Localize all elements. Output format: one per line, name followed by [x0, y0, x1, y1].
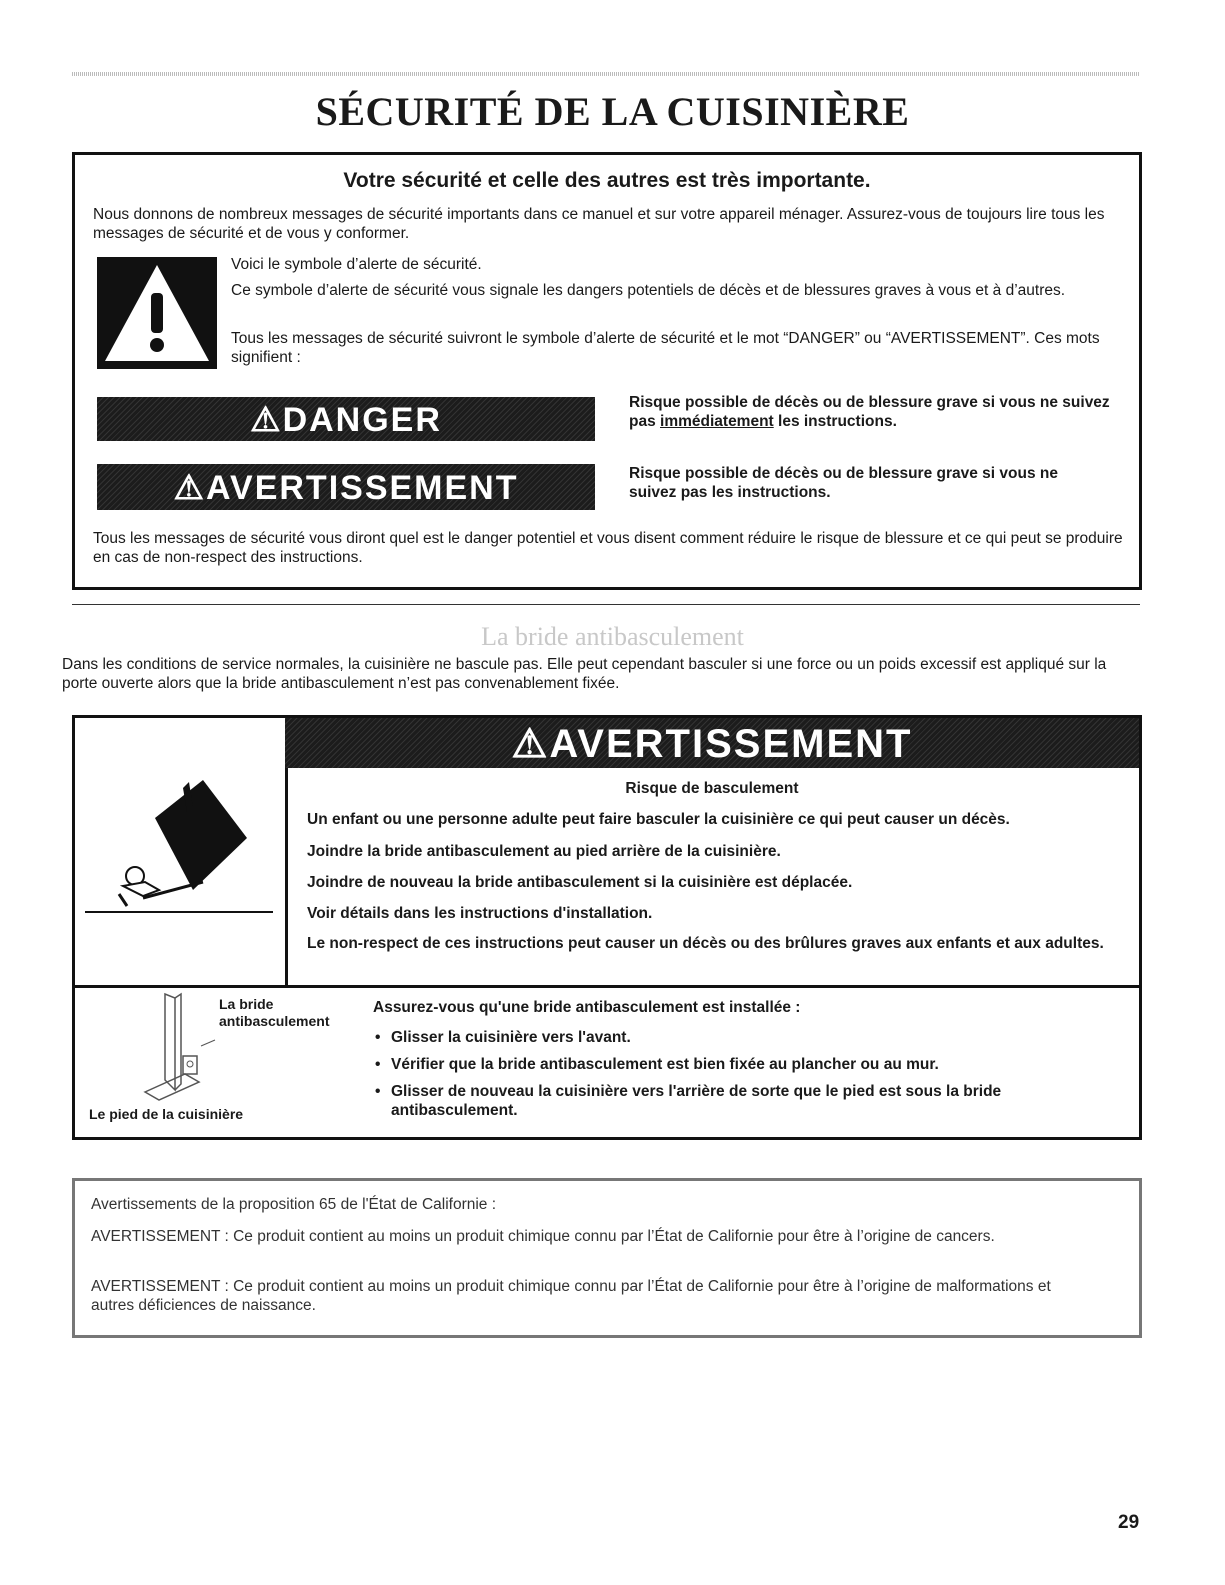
warning-triangle-icon: ⚠: [250, 401, 283, 439]
risk-line: Joindre la bride antibasculement au pied arrière de la cuisinière.: [307, 843, 781, 860]
check-list: [373, 1028, 1113, 1128]
symbol-description: Ce symbole d’alerte de sécurité vous signale les dangers potentiels de décès et de blessures graves à vous et à d’autres.: [231, 282, 1066, 299]
check-title: Assurez-vous qu'une bride antibasculement est installée :: [373, 999, 801, 1016]
signal-words-text: Tous les messages de sécurité suivront le symbole d’alerte de sécurité et le mot “DANGER” ou “AVERTISSEMENT”. Ces mots signifient :: [231, 330, 1100, 366]
risk-line: Voir détails dans les instructions d'installation.: [307, 905, 653, 922]
risk-line: Le non-respect de ces instructions peut causer un décès ou des brûlures graves aux enfants et aux adultes.: [307, 935, 1104, 952]
risk-line: Joindre de nouveau la bride antibasculement si la cuisinière est déplacée.: [307, 874, 853, 891]
foot-label: Le pied de la cuisinière: [89, 1106, 244, 1122]
prop65-heading: Avertissements de la proposition 65 de l'État de Californie :: [91, 1196, 497, 1213]
warning-triangle-icon: ⚠: [173, 469, 206, 507]
warning-description: Risque possible de décès ou de blessure grave si vous ne suivez pas les instructions.: [629, 465, 1058, 501]
safety-closing: Tous les messages de sécurité vous diront quel est le danger potentiel et vous disent comment réduire le risque de blessure et ce qui peut se produire en cas de non-respect des instructions.: [93, 530, 1123, 566]
list-item: • Glisser de nouveau la cuisinière vers l'arrière de sorte que le pied est sous la bride antibasculement.: [373, 1082, 1113, 1120]
safety-paragraph: Nous donnons de nombreux messages de sécurité importants dans ce manuel et sur votre appareil ménager. Assurez-vous de toujours lire tous les messages de sécurité et de vous y conformer.: [93, 206, 1105, 242]
section-divider: [72, 604, 1140, 605]
warning-label: AVERTISSEMENT: [205, 469, 519, 507]
section-subtitle: La bride antibasculement: [481, 622, 744, 651]
safety-intro-box: [72, 152, 1142, 590]
warning-triangle-icon: [97, 257, 217, 369]
install-check-box: [72, 982, 1142, 1140]
anti-tip-warning-box: [72, 715, 1142, 988]
top-rule: [72, 72, 1140, 76]
prop65-warning: AVERTISSEMENT : Ce produit contient au moins un produit chimique connu par l’État de Californie pour être à l’origine de cancers.: [91, 1228, 995, 1245]
anti-tip-bracket-illustration: [115, 990, 225, 1105]
prop65-box: [72, 1178, 1142, 1338]
anti-tip-warning-banner: [285, 718, 1139, 768]
risk-line: Un enfant ou une personne adulte peut faire basculer la cuisinière ce qui peut causer un décès.: [307, 811, 1010, 828]
warning-banner: [97, 464, 595, 510]
bracket-label: La bride antibasculement: [219, 996, 330, 1029]
prop65-warning: AVERTISSEMENT : Ce produit contient au moins un produit chimique connu par l’État de Californie pour être à l’origine de malformations et autres déficiences de naissance.: [91, 1278, 1051, 1314]
warning-label: AVERTISSEMENT: [549, 722, 913, 766]
danger-banner: [97, 397, 595, 441]
danger-label: DANGER: [282, 401, 442, 439]
page-number: 29: [1118, 1512, 1140, 1533]
symbol-line: Voici le symbole d’alerte de sécurité.: [231, 256, 482, 273]
tipping-range-illustration: [83, 778, 278, 918]
list-item: • Vérifier que la bride antibasculement est bien fixée au plancher ou au mur.: [373, 1055, 1113, 1074]
warning-triangle-icon: ⚠: [511, 722, 550, 766]
anti-tip-intro: Dans les conditions de service normales, la cuisinière ne bascule pas. Elle peut cependant basculer si une force ou un poids excessif est appliqué sur la porte ouverte alors que la bride antibasculement n’est pas convenablement fixée.: [62, 656, 1107, 692]
safety-heading: Votre sécurité et celle des autres est très importante.: [343, 169, 871, 192]
tipping-illustration-panel: [75, 718, 288, 985]
page-title: SÉCURITÉ DE LA CUISINIÈRE: [315, 89, 910, 134]
danger-description: Risque possible de décès ou de blessure grave si vous ne suivez pas immédiatement les instructions.: [629, 394, 1110, 430]
list-item: • Glisser la cuisinière vers l'avant.: [373, 1028, 1113, 1047]
risk-title: Risque de basculement: [625, 780, 799, 797]
